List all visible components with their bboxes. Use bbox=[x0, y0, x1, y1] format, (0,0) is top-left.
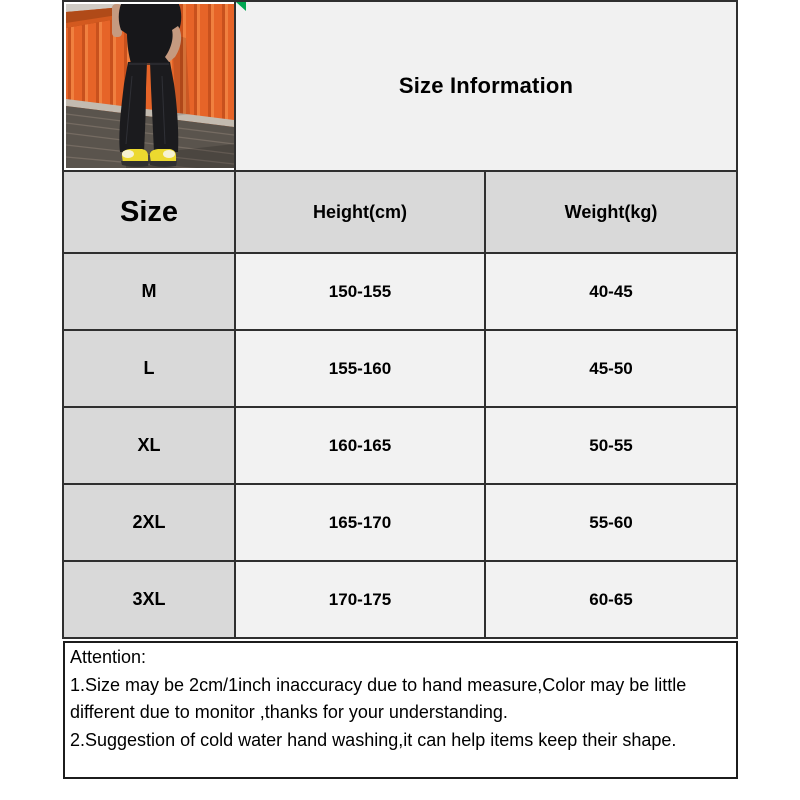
photo-banner-row bbox=[63, 1, 737, 171]
size-chart-sheet bbox=[62, 0, 738, 779]
attention-notes bbox=[63, 641, 738, 779]
size-label: XL bbox=[63, 407, 235, 484]
column-header-weight: Weight(kg) bbox=[485, 171, 737, 253]
table-row bbox=[63, 407, 737, 484]
weight-value: 60-65 bbox=[485, 561, 737, 638]
height-value: 170-175 bbox=[235, 561, 485, 638]
attention-note-2: 2.Suggestion of cold water hand washing,it can help items keep their shape. bbox=[70, 729, 677, 750]
table-row bbox=[63, 561, 737, 638]
column-header-height: Height(cm) bbox=[235, 171, 485, 253]
product-photo-cell bbox=[63, 1, 235, 171]
weight-value: 55-60 bbox=[485, 484, 737, 561]
column-header-size: Size bbox=[63, 171, 235, 253]
height-value: 165-170 bbox=[235, 484, 485, 561]
banner-cell bbox=[235, 1, 737, 171]
table-row bbox=[63, 253, 737, 330]
table-row bbox=[63, 330, 737, 407]
size-label: M bbox=[63, 253, 235, 330]
page-title: Size Information bbox=[398, 73, 574, 98]
size-label: L bbox=[63, 330, 235, 407]
size-label: 3XL bbox=[63, 561, 235, 638]
size-table bbox=[62, 0, 738, 639]
height-value: 155-160 bbox=[235, 330, 485, 407]
green-corner-marker-icon bbox=[236, 2, 246, 11]
table-header-row bbox=[63, 171, 737, 253]
product-photo-illustration bbox=[66, 4, 234, 168]
attention-heading: Attention: bbox=[70, 647, 147, 667]
attention-note-1: 1.Size may be 2cm/1inch inaccuracy due to hand measure,Color may be little different due to monitor ,thanks for your understanding. bbox=[70, 674, 687, 722]
size-label: 2XL bbox=[63, 484, 235, 561]
weight-value: 40-45 bbox=[485, 253, 737, 330]
table-row bbox=[63, 484, 737, 561]
product-photo bbox=[66, 4, 234, 168]
height-value: 150-155 bbox=[235, 253, 485, 330]
weight-value: 50-55 bbox=[485, 407, 737, 484]
height-value: 160-165 bbox=[235, 407, 485, 484]
weight-value: 45-50 bbox=[485, 330, 737, 407]
